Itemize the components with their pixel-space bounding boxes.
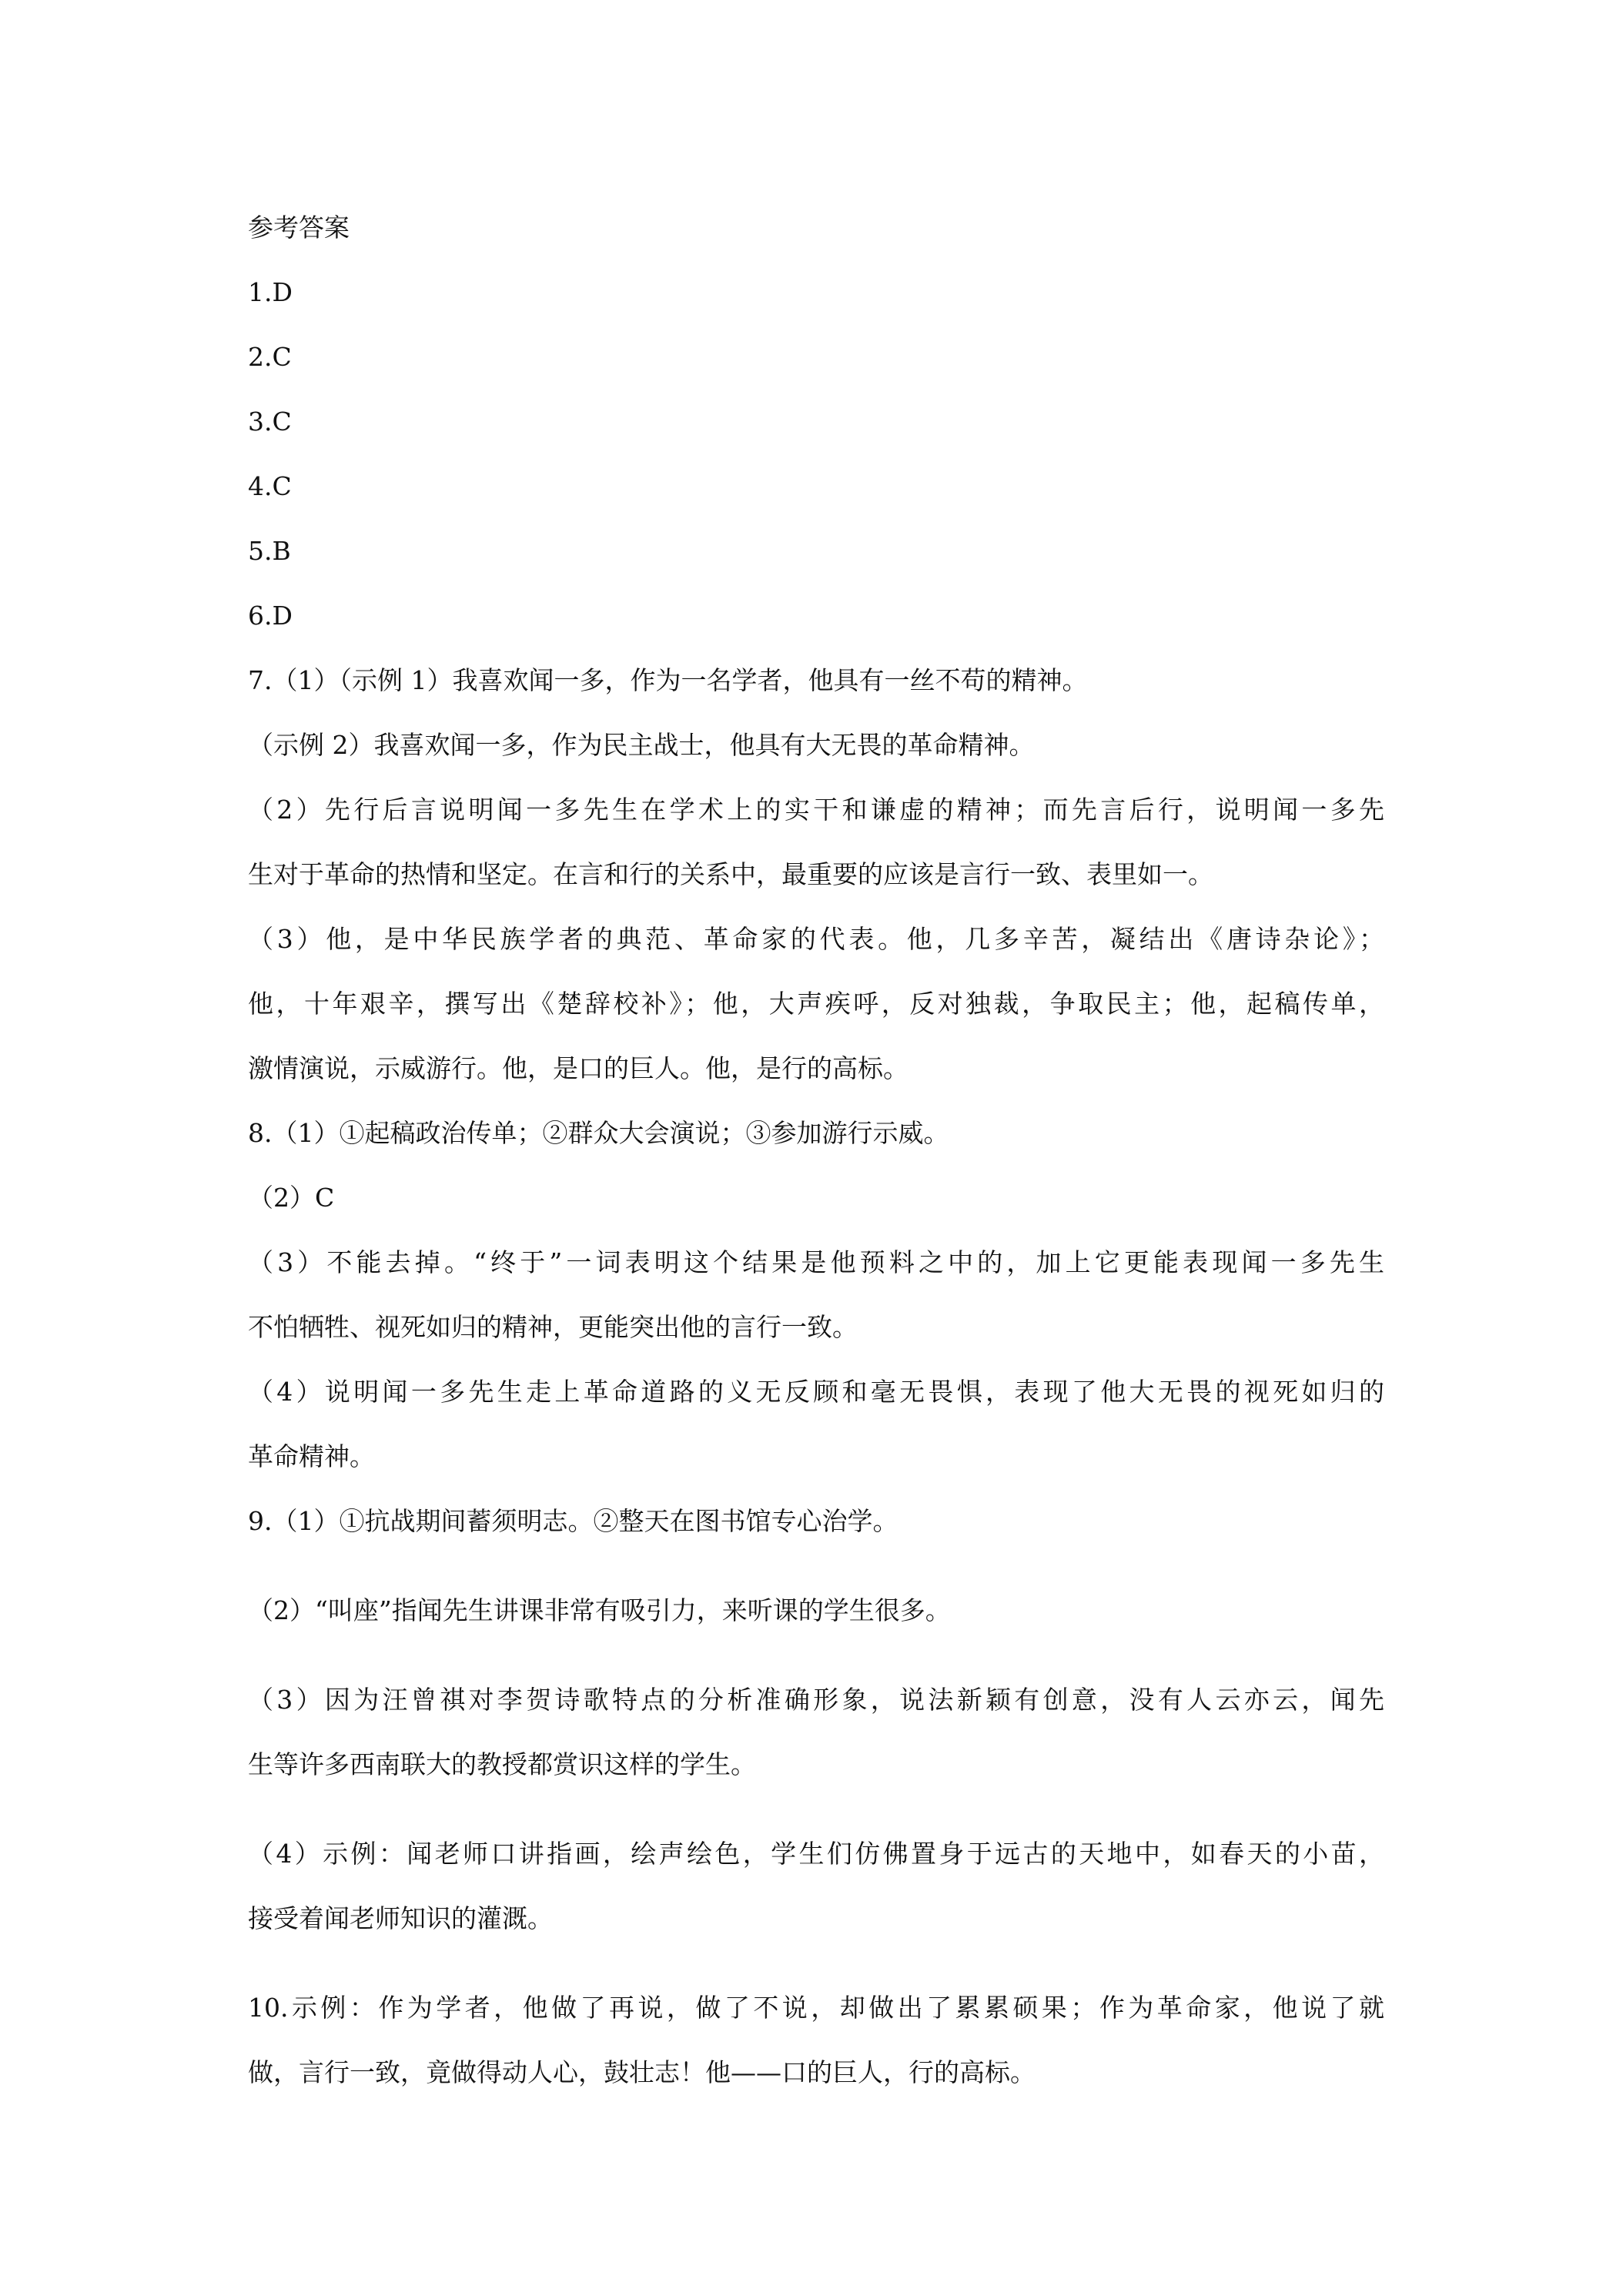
answer-10-line: 10.示例：作为学者，他做了再说，做了不说，却做出了累累硕果；作为革命家，他说了就 [248, 1993, 1384, 2023]
answer-key-body [248, 211, 1384, 2090]
answer-8-line: （2）C [248, 1183, 335, 1213]
answer-7-line: （3）他，是中华民族学者的典范、革命家的代表。他，几多辛苦，凝结出《唐诗杂论》； [248, 924, 1384, 954]
answer-8-line: 8.（1）①起稿政治传单；②群众大会演说；③参加游行示威。 [248, 1118, 949, 1148]
answer-7-line: 激情演说，示威游行。他，是口的巨人。他，是行的高标。 [248, 1053, 909, 1083]
answer-8 [248, 1116, 1384, 1474]
answer-9-line: （3）因为汪曾祺对李贺诗歌特点的分析准确形象，说法新颖有创意，没有人云亦云，闻先 [248, 1685, 1384, 1715]
answer-7-line: （2）先行后言说明闻一多先生在学术上的实干和谦虚的精神；而先言后行，说明闻一多先 [248, 795, 1384, 825]
answer-9-line: （2）“叫座”指闻先生讲课非常有吸引力，来听课的学生很多。 [248, 1595, 951, 1625]
answer-2: 2.C [248, 342, 292, 372]
answer-9-line: 接受着闻老师知识的灌溉。 [248, 1903, 553, 1933]
answer-7-line: 他，十年艰辛，撰写出《楚辞校补》；他，大声疾呼，反对独裁，争取民主；他，起稿传单， [248, 989, 1384, 1019]
answer-10 [248, 1991, 1384, 2090]
answer-7-line: （示例 2）我喜欢闻一多，作为民主战士，他具有大无畏的革命精神。 [248, 730, 1035, 760]
answer-9-line: 生等许多西南联大的教授都赏识这样的学生。 [248, 1749, 756, 1779]
answer-8-line: （4）说明闻一多先生走上革命道路的义无反顾和毫无畏惧，表现了他大无畏的视死如归的 [248, 1377, 1384, 1407]
answer-7-line: 7.（1）（示例 1）我喜欢闻一多，作为一名学者，他具有一丝不苟的精神。 [248, 665, 1088, 695]
answer-7-line: 生对于革命的热情和坚定。在言和行的关系中，最重要的应该是言行一致、表里如一。 [248, 859, 1213, 889]
answer-3: 3.C [248, 407, 292, 437]
answer-4: 4.C [248, 471, 292, 501]
answer-9-line: （4）示例：闻老师口讲指画，绘声绘色，学生们仿佛置身于远古的天地中，如春天的小苗， [248, 1839, 1384, 1869]
answer-8-line: 革命精神。 [248, 1441, 375, 1471]
answer-1: 1.D [248, 277, 293, 307]
answer-8-line: 不怕牺牲、视死如归的精神，更能突出他的言行一致。 [248, 1312, 858, 1342]
answer-7 [248, 664, 1384, 1086]
answer-9-line: 9.（1）①抗战期间蓄须明志。②整天在图书馆专心治学。 [248, 1506, 899, 1536]
answer-8-line: （3）不能去掉。“终于”一词表明这个结果是他预料之中的，加上它更能表现闻一多先生 [248, 1247, 1384, 1277]
answer-10-line: 做，言行一致，竟做得动人心，鼓壮志！他——口的巨人，行的高标。 [248, 2057, 1036, 2087]
page-title: 参考答案 [248, 213, 350, 243]
answer-5: 5.B [248, 536, 291, 566]
answer-6: 6.D [248, 601, 293, 631]
answer-9 [248, 1504, 1384, 1936]
